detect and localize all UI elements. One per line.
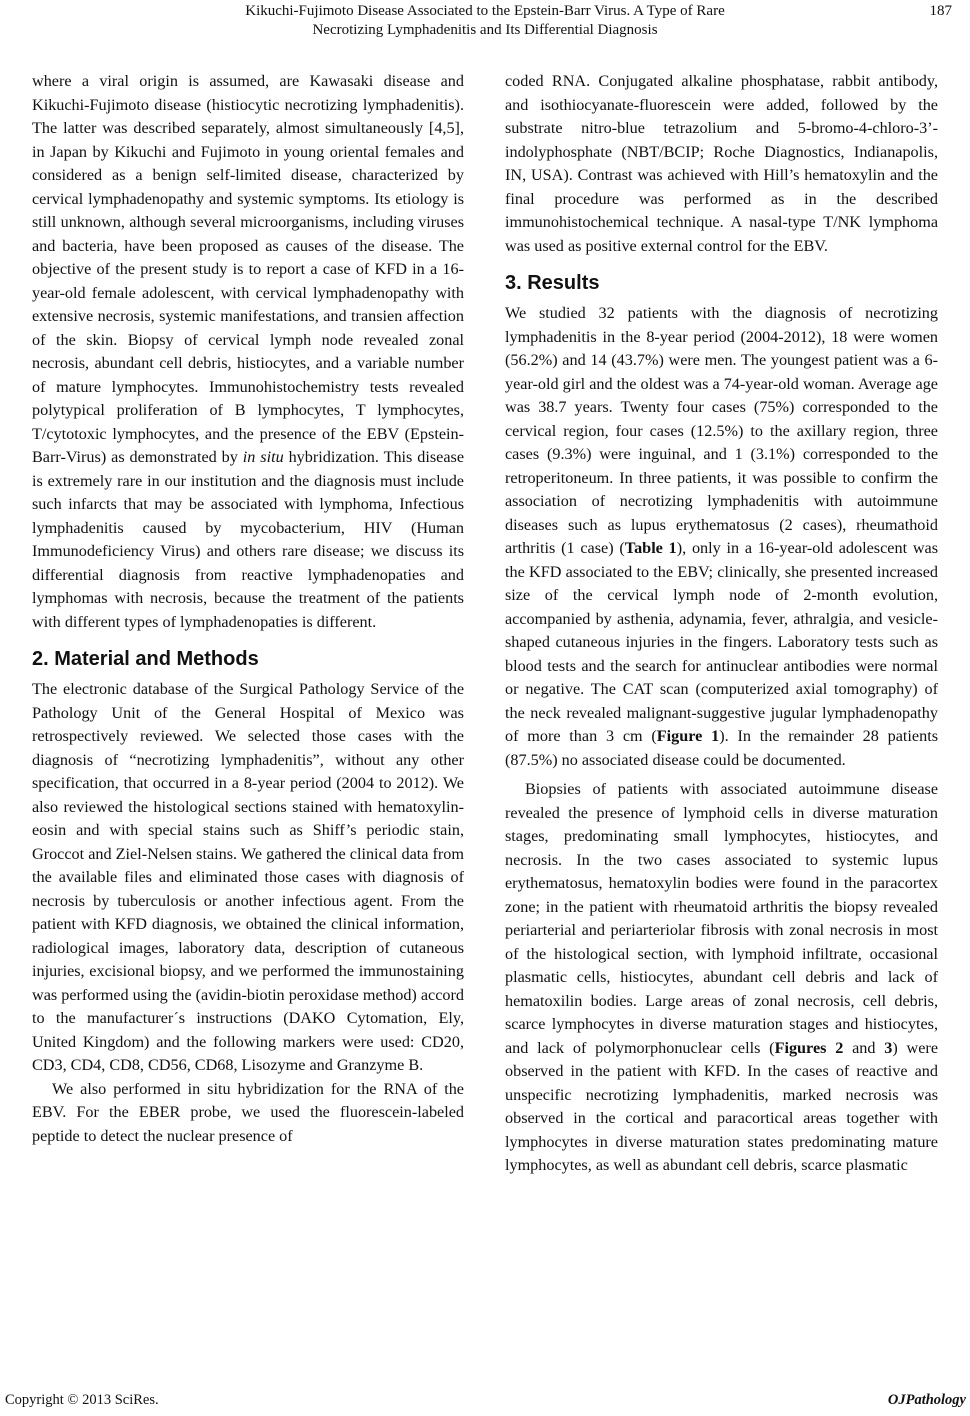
page-number: 187 <box>929 3 952 19</box>
intro-italic: in situ <box>242 448 284 466</box>
methods-paragraph-1: The electronic database of the Surgical Pathology Service of the Pathology Unit of the General Hospital of Mexico was retrospectively reviewed. We selected those cases with the diagnosis of “necrotizing lymphadenitis”, without any other specification, that occurred in a 8-year period (2004 to 2012). We also reviewed the histological sections stained with hematoxylin-eosin and with special stains such as Shiff’s periodic stain, Groccot and Ziel-Nelsen stains. We gathered the clinical data from the available files and eliminated those cases with diagnosis of necrosis by tuberculosis or another infectious agent. From the patient with KFD diagnosis, we obtained the clinical information, radiological images, laboratory data, description of cutaneous injuries, excisional biopsy, and we performed the immunostaining was performed using the (avidin-biotin peroxidase method) accord to the manufacturer´s instructions (DAKO Cytomation, Ely, United Kingdom) and the following markers were used: CD20, CD3, CD4, CD8, CD56, CD68, Lisozyme and Granzyme B. <box>32 680 464 1074</box>
left-column <box>32 70 464 1148</box>
results-p1-text-a: We studied 32 patients with the diagnosis of necrotizing lymphadenitis in the 8-year period (2004-2012), 18 were women (56.2%) and 14 (43.7%) were men. The youngest patient was a 6-year-old girl and the oldest was a 74-year-old woman. Average age was 38.7 years. Twenty four cases (75%) corresponded to the cervical region, four cases (12.5%) to the axillary region, three cases (9.3%) were inguinal, and 1 (3.1%) corresponded to the retroperitoneum. In three patients, it was possible to confirm the association of necrotizing lymphadenitis with autoimmune diseases such as lupus erythematosus (2 cases), rheumathoid arthritis (1 case) ( <box>505 304 938 557</box>
section-heading-methods: 2. Material and Methods <box>32 648 259 670</box>
results-p2-text-b: ) were observed in the patient with KFD. In the cases of reactive and unspecific necrotizing lymphadenitis, marked necrosis was observed in the cortical and paracortical areas together with lymphocytes in diverse maturation states predominating mature lymphocytes, as well as abundant cell debris, scarce plasmatic <box>505 1038 939 1174</box>
methods-paragraph-2: We also performed in situ hybridization for the RNA of the EBV. For the EBER probe, we used the fluorescein-labeled peptide to detect the nuclear presence of <box>32 1079 464 1145</box>
section-heading-results: 3. Results <box>505 272 600 294</box>
table-1-reference: Table 1 <box>624 539 677 557</box>
results-p2-text-a: Biopsies of patients with associated autoimmune disease revealed the presence of lymphoid cells in diverse maturation stages, predominating small lymphocytes, histiocytes, and necrosis. In the two cases associated to systemic lupus erythematosus, hematoxylin bodies were found in the paracortex zone; in the patient with rheumatoid arthritis the biopsy revealed periarterial and periarteriolar fibrosis with zonal necrosis in most of the histological section, with lymphoid infiltrate, occasional plasmatic cells, histiocytes, abundant cell debris and lack of hematoxilin bodies. Large areas of zonal necrosis, cell debris, scarce lymphocytes in diverse maturation stages and histiocytes, and lack of polymorphonuclear cells ( <box>505 780 938 1057</box>
results-paragraph-1 <box>505 302 938 772</box>
running-header <box>0 0 970 52</box>
methods-continued-paragraph: coded RNA. Conjugated alkaline phosphatase, rabbit antibody, and isothiocyanate-fluorescein were added, followed by the substrate nitro-blue tetrazolium and 5-bromo-4-chloro-3’-indolyphosphate (NBT/BCIP; Roche Diagnostics, Indianapolis, IN, USA). Contrast was achieved with Hill’s hematoxylin and the final procedure was performed as in the described immunohistochemical technique. A nasal-type T/NK lymphoma was used as positive external control for the EBV. <box>505 72 938 255</box>
intro-text-a: where a viral origin is assumed, are Kawasaki disease and Kikuchi-Fujimoto disease (histiocytic necrotizing lymphadenitis). The latter was described separately, almost simultaneously [4,5], in Japan by Kikuchi and Fujimoto in young oriental females and considered as a benign self-limited disease, characterized by cervical lymphadenopathy and systemic symptoms. Its etiology is still unknown, although several microorganisms, including viruses and bacteria, have been proposed as causes of the disease. The objective of the present study is to report a case of KFD in a 16-year-old female adolescent, with cervical lymphadenopathy with extensive necrosis, systemic manifestations, and transien affection of the skin. Biopsy of cervical lymph node revealed zonal necrosis, abundant cell debris, histiocytes, and a variable number of mature lymphocytes. Immunohistochemistry tests revealed polytypical proliferation of B lymphocytes, T lymphocytes, T/cytotoxic lymphocytes, and the presence of the EBV (Epstein-Barr-Virus) as demonstrated by <box>32 72 464 466</box>
copyright-notice: Copyright © 2013 SciRes. <box>5 1392 159 1408</box>
figure-1-reference: Figure 1 <box>656 727 720 745</box>
intro-text-b: hybridization. This disease is extremely rare in our institution and the diagnosis must include such infarcts that may be associated with lymphoma, Infectious lymphadenitis caused by mycobacterium, HIV (Human Immunodeficiency Virus) and others rare disease; we discuss its differential diagnosis from reactive lymphadenopaties and lymphomas with necrosis, because the treatment of the patients with different types of lymphadenopaties is different. <box>32 448 465 631</box>
results-p1-text-b: ), only in a 16-year-old adolescent was the KFD associated to the EBV; clinically, she presented increased size of the cervical lymph node of 2-month evolution, accompanied by asthenia, adynamia, fever, athralgia, and vesicle-shaped cutaneous injuries in the fingers. Laboratory tests such as blood tests and the search for antinuclear antibodies were normal or negative. The CAT scan (computerized axial tomography) of the neck revealed malignant-suggestive jugular lymphadenopathy of more than 3 cm ( <box>505 539 939 745</box>
header-title-line2: Necrotizing Lymphadenitis and Its Differential Diagnosis <box>312 22 658 38</box>
intro-paragraph <box>32 70 464 634</box>
header-title-line1: Kikuchi-Fujimoto Disease Associated to the Epstein-Barr Virus. A Type of Rare <box>245 3 725 19</box>
figure-2-reference: Figures 2 <box>774 1038 844 1057</box>
results-p1-text-c: ). In the remainder 28 patients (87.5%) no associated disease could be documented. <box>505 727 938 769</box>
results-paragraph-2 <box>505 778 938 1178</box>
right-column <box>505 70 938 1178</box>
results-p2-and: and <box>843 1038 885 1057</box>
journal-name: OJPathology <box>887 1392 966 1408</box>
figure-3-reference: 3 <box>884 1038 893 1057</box>
